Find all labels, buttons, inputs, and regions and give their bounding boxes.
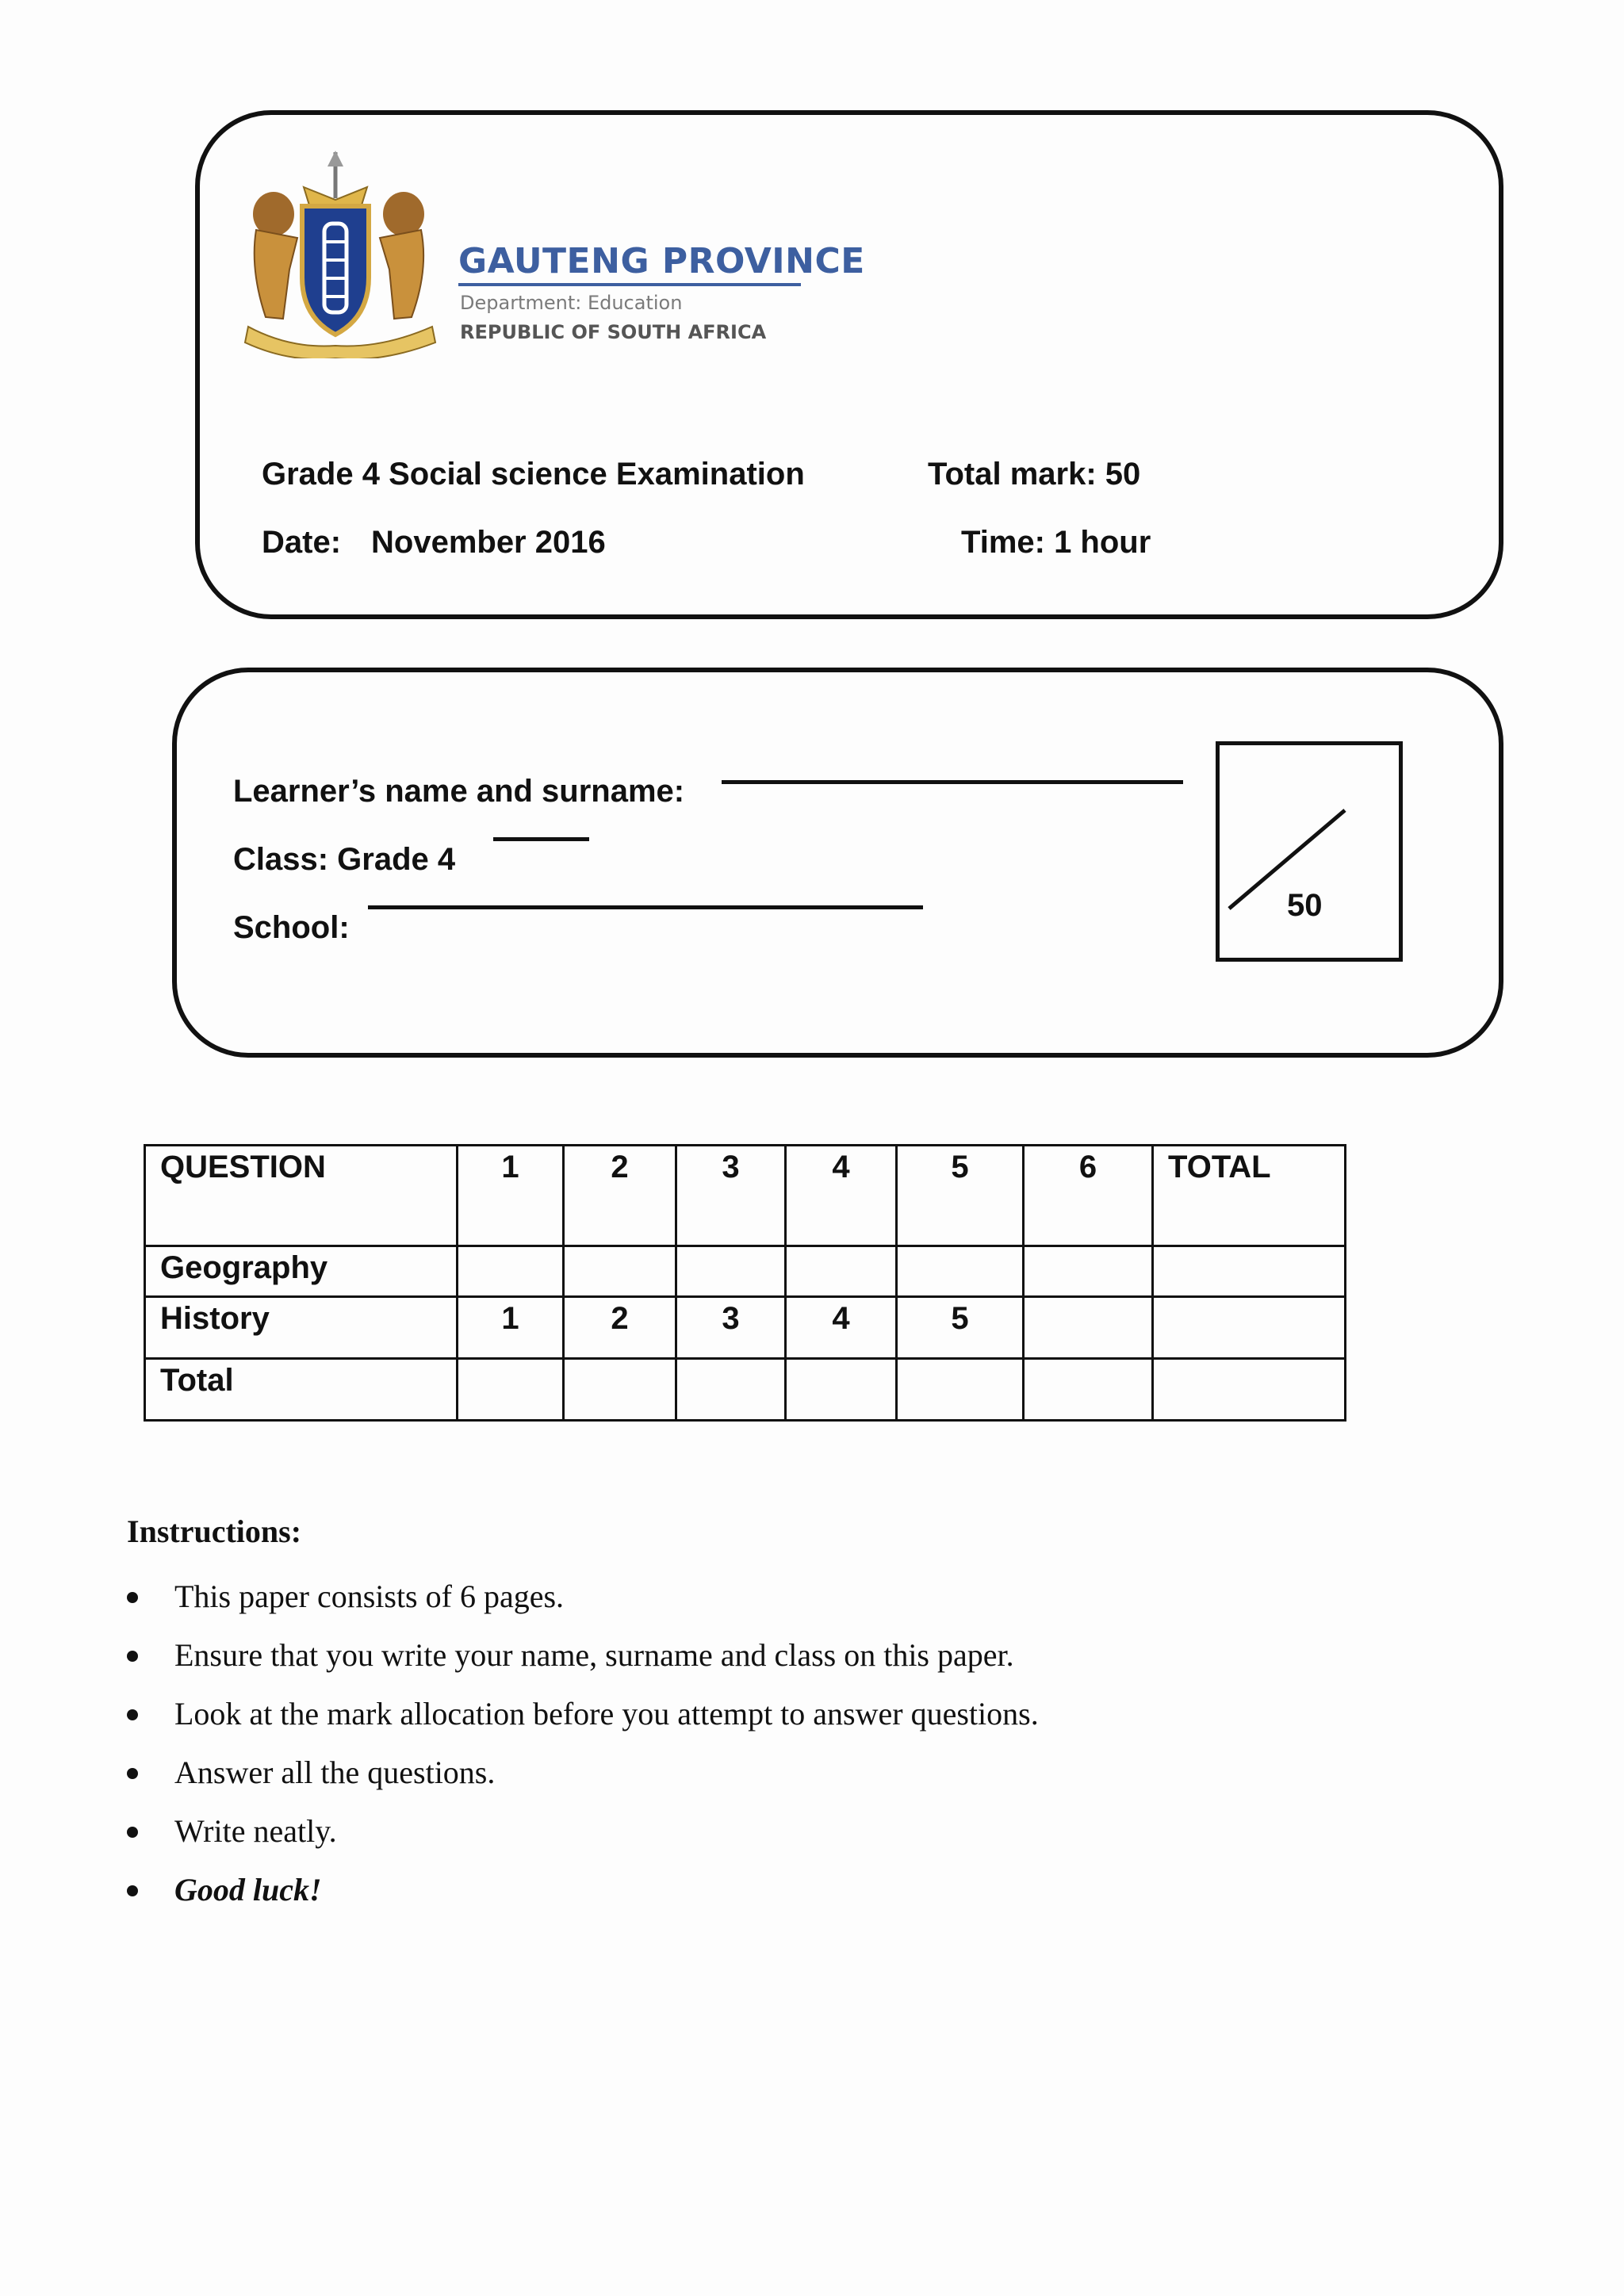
instruction-text: Look at the mark allocation before you attempt to answer questions. [174,1696,1039,1732]
logo-country: REPUBLIC OF SOUTH AFRICA [460,321,767,343]
table-header-cell: 1 [458,1146,564,1246]
table-cell[interactable] [897,1246,1024,1297]
table-cell[interactable]: 1 [458,1297,564,1359]
bullet-icon [127,1592,138,1603]
score-slash [1220,745,1399,958]
bullet-icon [127,1768,138,1779]
table-cell[interactable] [676,1359,786,1421]
instructions-heading: Instructions: [127,1513,302,1549]
table-row [145,1246,1346,1297]
bullet-icon [127,1885,138,1896]
table-row-label: Geography [145,1246,458,1297]
learner-name-label: Learner’s name and surname: [233,774,685,809]
date-value: November 2016 [371,525,606,560]
instruction-item [127,1636,1039,1695]
learner-name-line[interactable] [722,780,1183,784]
table-header-cell: 6 [1024,1146,1153,1246]
bullet-icon [127,1651,138,1662]
class-label: Class: Grade 4 [233,842,456,877]
class-line[interactable] [493,837,589,841]
instruction-text: Good luck! [174,1872,322,1908]
table-header-cell: QUESTION [145,1146,458,1246]
marks-table [144,1144,1346,1422]
table-header-row [145,1146,1346,1246]
table-cell[interactable] [897,1359,1024,1421]
table-header-cell: 5 [897,1146,1024,1246]
instruction-item [127,1695,1039,1754]
bullet-icon [127,1709,138,1720]
table-header-cell: 3 [676,1146,786,1246]
table-row [145,1359,1346,1421]
table-cell[interactable] [1024,1359,1153,1421]
instruction-text: This paper consists of 6 pages. [174,1578,565,1614]
table-cell[interactable]: 5 [897,1297,1024,1359]
score-box[interactable] [1216,741,1403,962]
table-cell[interactable]: 4 [786,1297,897,1359]
table-cell[interactable] [786,1359,897,1421]
table-row-label: History [145,1297,458,1359]
instructions-list [127,1578,1039,1930]
table-cell[interactable] [564,1246,676,1297]
table-cell[interactable] [1024,1297,1153,1359]
instruction-item [127,1578,1039,1636]
table-row [145,1297,1346,1359]
table-cell[interactable] [786,1246,897,1297]
date-label: Date: [262,525,342,560]
school-label: School: [233,910,350,945]
table-cell[interactable] [1153,1246,1346,1297]
instruction-item [127,1754,1039,1812]
table-header-cell: 4 [786,1146,897,1246]
table-cell[interactable] [1153,1297,1346,1359]
logo-title: GAUTENG PROVINCE [458,241,865,281]
gauteng-coat-of-arms-logo [242,151,448,358]
table-header-cell: 2 [564,1146,676,1246]
table-cell[interactable] [458,1359,564,1421]
exam-title: Grade 4 Social science Examination [262,457,805,492]
total-mark: Total mark: 50 [928,457,1141,492]
table-cell[interactable] [676,1246,786,1297]
logo-divider [458,283,801,286]
table-cell[interactable] [1153,1359,1346,1421]
table-header-cell: TOTAL [1153,1146,1346,1246]
table-cell[interactable]: 3 [676,1297,786,1359]
table-cell[interactable]: 2 [564,1297,676,1359]
bullet-icon [127,1827,138,1838]
table-cell[interactable] [564,1359,676,1421]
table-cell[interactable] [458,1246,564,1297]
table-row-label: Total [145,1359,458,1421]
table-cell[interactable] [1024,1246,1153,1297]
school-line[interactable] [368,905,923,909]
instruction-text: Ensure that you write your name, surname and class on this paper. [174,1637,1014,1673]
instruction-item [127,1812,1039,1871]
exam-time: Time: 1 hour [961,525,1151,560]
instruction-text: Answer all the questions. [174,1755,496,1790]
instruction-text: Write neatly. [174,1813,337,1849]
instruction-item [127,1871,1039,1930]
score-total: 50 [1287,888,1323,923]
logo-department: Department: Education [460,292,683,314]
